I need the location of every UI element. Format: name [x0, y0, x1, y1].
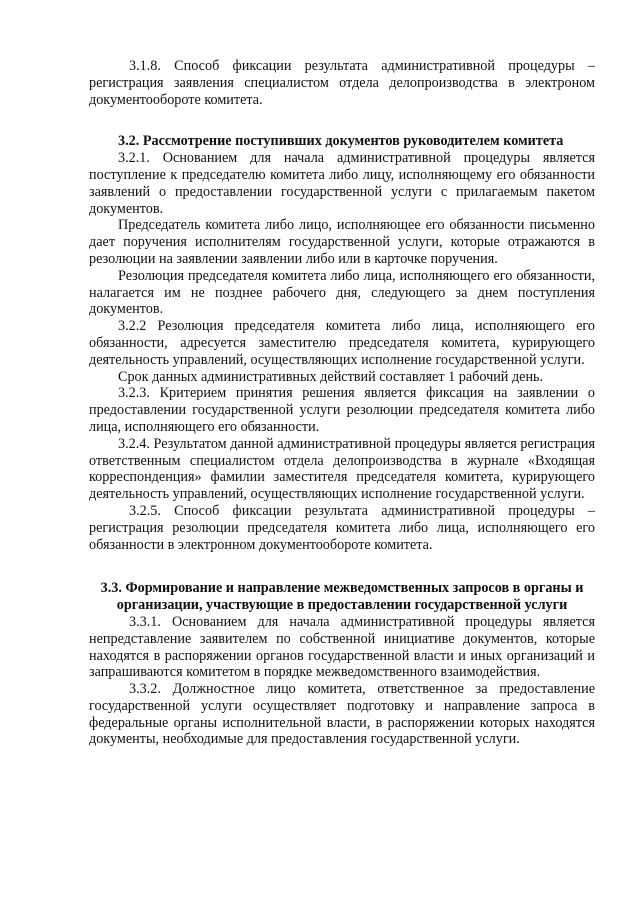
- paragraph-3-3-2: 3.3.2. Должностное лицо комитета, ответственное за предоставление государственной услуги осуществляет подготовку и направление запроса в федеральные органы исполнительной власти, в распоряжении которых находятся документы, необходимые для предоставления государственной услуги.: [89, 681, 595, 748]
- paragraph-3-2-1: 3.2.1. Основанием для начала административной процедуры является поступление к председателю комитета либо лицу, исполняющему его обязанности заявлений о предоставлении государственной услуги с прилагаемым пакетом документов.: [89, 150, 595, 217]
- paragraph-3-2-4: 3.2.4. Результатом данной административной процедуры является регистрация ответственным специалистом отдела делопроизводства в журнале «Входящая корреспонденция» фамилии заместителя председателя комитета, курирующего деятельность управлений, осуществляющих исполнение государственной услуги.: [89, 435, 595, 503]
- paragraph-chair-instructions: Председатель комитета либо лицо, исполняющее его обязанности письменно дает поручения исполнителям государственной услуги, которые отражаются в резолюции на заявлении заявлении либо или в карточке поручения.: [89, 217, 595, 267]
- section-spacer: [89, 553, 595, 580]
- heading-3-2: 3.2. Рассмотрение поступивших документов руководителем комитета: [118, 133, 564, 150]
- paragraph-3-3-1: 3.3.1. Основанием для начала административной процедуры является непредставление заявителем по собственной инициативе документов, которые находятся в распоряжении органов государственной власти и иных организаций и запрашиваются комитетом в порядке межведомственного взаимодействия.: [89, 613, 595, 681]
- section-spacer: [89, 108, 595, 133]
- paragraph-3-2-2: 3.2.2 Резолюция председателя комитета либо лица, исполняющего его обязанности, адресуется заместителю председателя комитета, курирующего деятельность управлений, осуществляющих исполнение государственной услуги.: [89, 318, 595, 368]
- paragraph-resolution-deadline: Резолюция председателя комитета либо лица, исполняющего его обязанности, налагается им не позднее рабочего дня, следующего за днем поступления документов.: [89, 267, 595, 318]
- paragraph-3-2-5: 3.2.5. Способ фиксации результата административной процедуры – регистрация резолюции председателя комитета либо лица, исполняющего его обязанности в электронном документообороте комитета.: [89, 502, 595, 553]
- paragraph-3-1-8: 3.1.8. Способ фиксации результата административной процедуры – регистрация заявления специалистом отдела делопроизводства в электроном документообороте комитета.: [89, 58, 595, 108]
- paragraph-3-2-3: 3.2.3. Критерием принятия решения является фиксация на заявлении о предоставлении государственной услуги резолюции председателя комитета либо лица, исполняющего его обязанности.: [89, 385, 595, 435]
- heading-3-3: 3.3. Формирование и направление межведомственных запросов в органы и организации, участвующие в предоставлении государственной услуги: [100, 580, 584, 614]
- document-page: [89, 58, 595, 748]
- paragraph-term: Срок данных административных действий составляет 1 рабочий день.: [118, 368, 544, 385]
